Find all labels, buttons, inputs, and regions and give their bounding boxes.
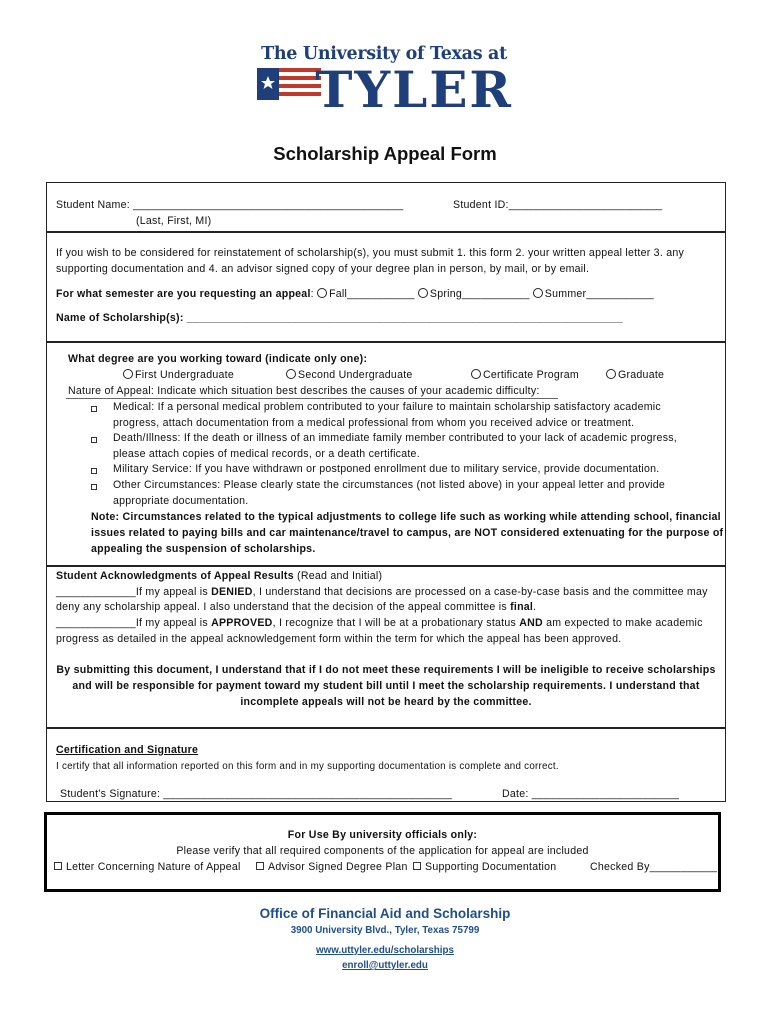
radio-icon[interactable] [317,288,327,298]
check-letter[interactable]: Letter Concerning Nature of Appeal [54,860,241,876]
degree-option-certificate-program[interactable]: Certificate Program [471,368,579,384]
checked-by-field[interactable]: Checked By___________ [590,861,718,873]
appeal-item-other-line2: appropriate documentation. [113,495,249,507]
student-name-hint: (Last, First, MI) [136,215,212,227]
radio-icon[interactable] [471,369,481,379]
appeal-item-death-line2: please attach copies of medical records, or a death certificate. [113,448,420,460]
email-link[interactable]: enroll@uttyler.edu [342,960,428,971]
appeal-item-death-line1: Death/Illness: If the death or illness of an immediate family member contributed to your lack of academic progress, [113,432,677,444]
nature-of-appeal-heading: Nature of Appeal: Indicate which situation best describes the causes of your academic difficulty: [68,385,540,397]
degree-question: What degree are you working toward (indicate only one): [68,353,368,365]
intro-text-line1: If you wish to be considered for reinstatement of scholarship(s), you must submit 1. this form 2. your written appeal letter 3. any [56,247,685,259]
intro-text-line2: supporting documentation and 4. an advisor signed copy of your degree plan in person, by mail, or by email. [56,263,590,275]
student-id-field[interactable]: Student ID:_________________________ [453,199,663,211]
radio-icon[interactable] [418,288,428,298]
statement-line3: incomplete appeals will not be heard by the committee. [240,696,532,708]
appeal-item-medical-line1: Medical: If a personal medical problem contributed to your failure to maintain scholarship satisfactory academic [113,401,661,413]
denied-line2: deny any scholarship appeal. I also understand that the decision of the appeal committee is final. [56,601,537,613]
degree-option-second-undergraduate[interactable]: Second Undergraduate [286,368,413,384]
semester-colon: : [310,288,314,300]
office-name: Office of Financial Aid and Scholarship [259,906,511,921]
note-line2: issues related to paying bills and car maintenance/travel to campus, are NOT considered extenuating for the purpose of [91,527,724,539]
radio-icon[interactable] [533,288,543,298]
semester-row [56,287,654,303]
date-field[interactable]: Date: ________________________ [502,788,680,800]
page-title: Scholarship Appeal Form [273,143,497,164]
degree-option-first-undergraduate[interactable]: First Undergraduate [123,368,234,384]
radio-icon[interactable] [286,369,296,379]
checkbox-icon[interactable] [54,862,62,870]
checkbox-icon[interactable] [91,437,97,443]
email-row [0,955,770,973]
appeal-item-medical-line2: progress, attach documentation from a medical professional from whom you received advice or treatment. [113,417,635,429]
note-line3: appealing the suspension of scholarships. [91,543,316,555]
scholarship-name-field[interactable]: Name of Scholarship(s): _______________________________________________________________________ [56,312,623,324]
checkbox-icon[interactable] [91,468,97,474]
nature-heading-underline [66,398,558,399]
certification-text: I certify that all information reported on this form and in my supporting documentation is complete and correct. [56,761,559,772]
denied-initial-line1[interactable]: _____________If my appeal is DENIED, I understand that decisions are processed on a case-by-case basis and the committee may [56,586,708,598]
checkbox-icon[interactable] [91,484,97,490]
student-name-field[interactable]: Student Name: ____________________________________________ [56,199,404,211]
semester-option-spring[interactable]: Spring___________ [418,288,530,300]
checkbox-icon[interactable] [413,862,421,870]
check-supporting-docs[interactable]: Supporting Documentation [413,860,556,876]
semester-option-fall[interactable]: Fall___________ [317,288,415,300]
approved-line2: progress as detailed in the appeal acknowledgement form within the term for which the appeal has been approved. [56,633,622,645]
officials-verify-text: Please verify that all required components of the application for appeal are included [176,845,589,857]
logo-main-text: TYLER [315,60,513,119]
semester-option-summer[interactable]: Summer___________ [533,288,654,300]
signature-field[interactable]: Student’s Signature: _______________________________________________ [60,788,453,800]
semester-question: For what semester are you requesting an appeal [56,288,311,300]
note-line1: Note: Circumstances related to the typical adjustments to college life such as working while attending school, financial [91,511,721,523]
checkbox-icon[interactable] [256,862,264,870]
check-degree-plan[interactable]: Advisor Signed Degree Plan [256,860,408,876]
statement-line1: By submitting this document, I understand that if I do not meet these requirements I will be ineligible to receive scholarships [56,664,716,676]
officials-heading: For Use By university officials only: [287,829,478,841]
appeal-item-other-line1: Other Circumstances: Please clearly state the circumstances (not listed above) in your appeal letter and provide [113,479,666,491]
logo-top-text: The University of Texas at [261,44,507,64]
approved-initial-line1[interactable]: _____________If my appeal is APPROVED, I recognize that I will be at a probationary status AND am expected to make academic [56,617,703,629]
degree-option-graduate[interactable]: Graduate [606,368,664,384]
website-link[interactable]: www.uttyler.edu/scholarships [316,945,454,956]
appeal-item-military-line1: Military Service: If you have withdrawn or postponed enrollment due to military service, provide documentation. [113,463,660,475]
checkbox-icon[interactable] [91,406,97,412]
radio-icon[interactable] [606,369,616,379]
office-address: 3900 University Blvd., Tyler, Texas 75799 [290,925,480,936]
radio-icon[interactable] [123,369,133,379]
acknowledgments-heading: Student Acknowledgments of Appeal Results (Read and Initial) [56,570,383,582]
university-logo [255,44,513,119]
statement-line2: and will be responsible for payment toward my student bill until I meet the scholarship requirements. I understand that [72,680,700,692]
certification-heading: Certification and Signature [56,744,199,756]
